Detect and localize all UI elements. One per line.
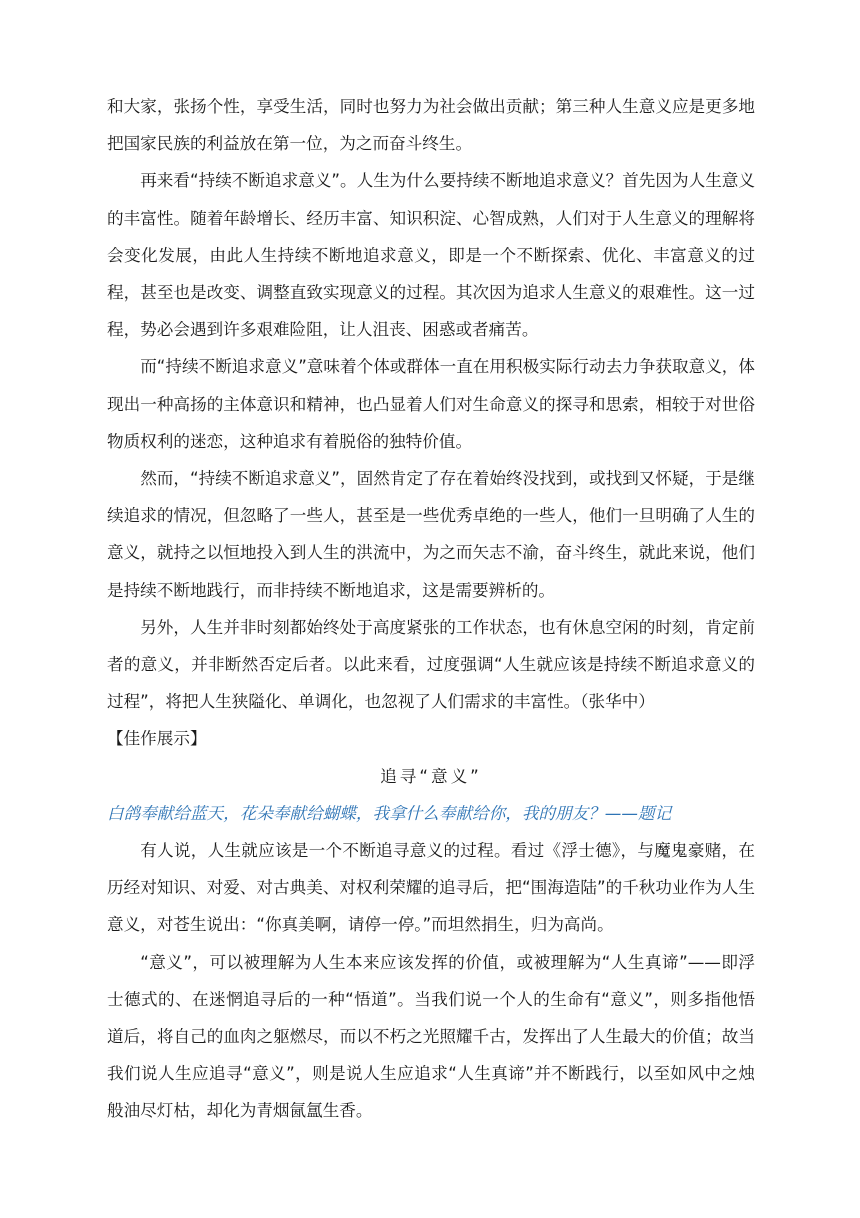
paragraph-continuation: 和大家，张扬个性，享受生活，同时也努力为社会做出贡献；第三种人生意义应是更多地把国家民族的利益放在第一位，为之而奋斗终生。 (107, 97, 755, 154)
paragraph-persistent-pursuit: 再来看“持续不断追求意义”。人生为什么要持续不断地追求意义？首先因为人生意义的丰富性。随着年龄增长、经历丰富、知识积淀、心智成熟，人们对于人生意义的理解将会变化发展，由此人生持续不断地追求意义，即是一个不断探索、优化、丰富意义的过程，甚至也是改变、调整直致实现意义的过程。其次因为追求人生意义的艰难性。这一过程，势必会遇到许多艰难险阻，让人沮丧、困惑或者痛苦。 (107, 171, 755, 340)
paragraph-however: 然而，“持续不断追求意义”，固然肯定了存在着始终没找到，或找到又怀疑，于是继续追求的情况，但忽略了一些人，甚至是一些优秀卓绝的一些人，他们一旦明确了人生的意义，就持之以恒地投入到人生的洪流中，为之而矢志不渝，奋斗终生，就此来说，他们是持续不断地践行，而非持续不断地追求，这是需要辨析的。 (107, 469, 755, 600)
document-page (107, 88, 755, 1130)
essay-title: 追寻“意义” (380, 766, 482, 786)
paragraph-faust: 有人说，人生就应该是一个不断追寻意义的过程。看过《浮士德》，与魔鬼豪赌，在历经对知识、对爱、对古典美、对权利荣耀的追寻后，把“围海造陆”的千秋功业作为人生意义，对苍生说出：“你真美啊，请停一停。”而坦然捐生，归为高尚。 (107, 841, 755, 935)
paragraph-meaning-definition: “意义”，可以被理解为人生本来应该发挥的价值，或被理解为“人生真谛”——即浮士德式的、在迷惘追寻后的一种“悟道”。当我们说一个人的生命有“意义”，则多指他悟道后，将自己的血肉之躯燃尽，而以不朽之光照耀千古，发挥出了人生最大的价值；故当我们说人生应追寻“意义”，则是说人生应追求“人生真谛”并不断践行，以至如风中之烛般油尽灯枯，却化为青烟氤氲生香。 (107, 952, 755, 1121)
paragraph-meaning-value: 而“持续不断追求意义”意味着个体或群体一直在用积极实际行动去力争获取意义，体现出一种高扬的主体意识和精神，也凸显着人们对生命意义的探寻和思索，相较于对世俗物质权利的迷恋，这种追求有着脱俗的独特价值。 (107, 357, 755, 451)
paragraph-moreover: 另外，人生并非时刻都始终处于高度紧张的工作状态，也有休息空闲的时刻，肯定前者的意义，并非断然否定后者。以此来看，过度强调“人生就应该是持续不断追求意义的过程”，将把人生狭隘化、单调化，也忽视了人们需求的丰富性。（张华中） (107, 617, 755, 712)
epigraph: 白鸽奉献给蓝天，花朵奉献给蝴蝶，我拿什么奉献给你，我的朋友？——题记 (107, 803, 672, 823)
section-label: 【佳作展示】 (107, 729, 207, 749)
